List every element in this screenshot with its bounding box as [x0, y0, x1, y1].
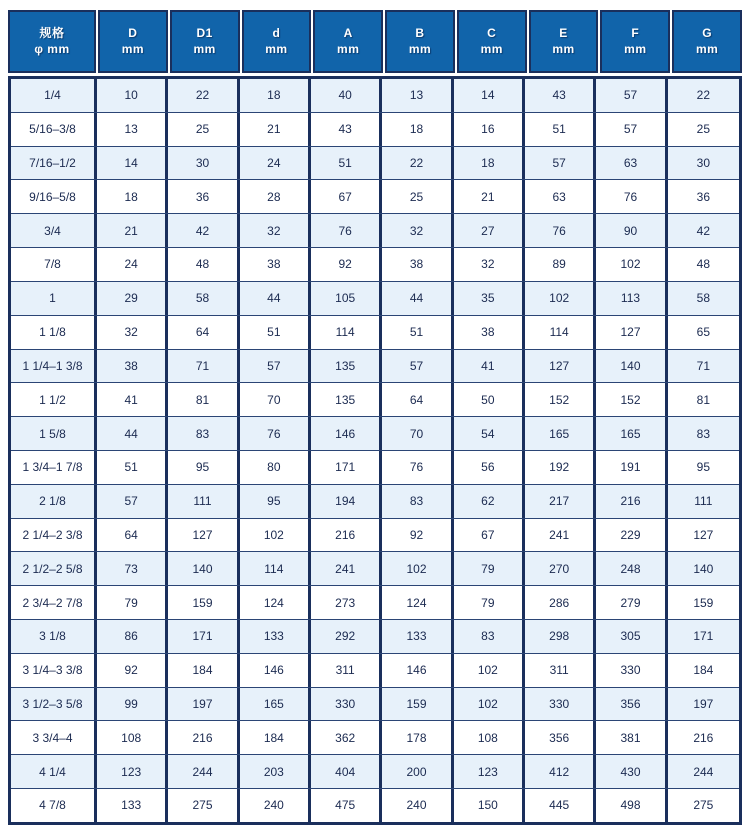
- value-cell-C: 27: [454, 214, 525, 247]
- value-cell-F: 498: [596, 789, 667, 822]
- value-cell-F: 63: [596, 147, 667, 180]
- value-cell-d: 114: [240, 552, 311, 585]
- value-cell-D: 123: [97, 755, 168, 788]
- header-label: D1: [196, 25, 213, 40]
- value-cell-D1: 64: [168, 316, 239, 349]
- value-cell-C: 108: [454, 721, 525, 754]
- value-cell-D: 57: [97, 485, 168, 518]
- header-unit: mm: [552, 41, 575, 56]
- value-cell-F: 305: [596, 620, 667, 653]
- value-cell-A: 216: [311, 519, 382, 552]
- value-cell-G: 216: [693, 730, 714, 745]
- spec-cell: 1/4: [11, 79, 97, 112]
- value-cell-D: 14: [97, 147, 168, 180]
- value-cell-d: 32: [240, 214, 311, 247]
- value-cell-C: 35: [454, 282, 525, 315]
- value-cell-E: 152: [525, 383, 596, 416]
- value-cell-B: 92: [382, 519, 453, 552]
- value-cell-G: 140: [693, 561, 714, 576]
- value-cell-B: 240: [382, 789, 453, 822]
- value-cell-C: 102: [454, 688, 525, 721]
- spec-cell: 3 1/4–3 3/8: [11, 654, 97, 687]
- spec-cell: 9/16–5/8: [11, 180, 97, 213]
- value-cell-d: 18: [240, 79, 311, 112]
- spec-table: [8, 10, 742, 825]
- value-cell-B: 70: [382, 417, 453, 450]
- value-cell-B: 178: [382, 721, 453, 754]
- value-cell-B: 124: [382, 586, 453, 619]
- value-cell-D: 38: [97, 350, 168, 383]
- value-cell-G: 171: [693, 629, 714, 644]
- value-cell-A: 135: [311, 350, 382, 383]
- table-body: [8, 76, 742, 825]
- value-cell-F: 381: [596, 721, 667, 754]
- value-cell-D1: 42: [168, 214, 239, 247]
- value-cell-B: 44: [382, 282, 453, 315]
- value-cell-D: 41: [97, 383, 168, 416]
- value-cell-d: 133: [240, 620, 311, 653]
- value-cell-B: 32: [382, 214, 453, 247]
- value-cell-G: 275: [693, 798, 714, 813]
- value-cell-D1: 216: [168, 721, 239, 754]
- value-cell-F: 57: [596, 79, 667, 112]
- value-cell-B: 83: [382, 485, 453, 518]
- value-cell-D1: 48: [168, 248, 239, 281]
- header-cell-D1: [170, 10, 240, 73]
- value-cell-D: 32: [97, 316, 168, 349]
- value-cell-F: 57: [596, 113, 667, 146]
- value-cell-E: 286: [525, 586, 596, 619]
- value-cell-E: 270: [525, 552, 596, 585]
- table-row: [11, 316, 739, 350]
- value-cell-A: 292: [311, 620, 382, 653]
- value-cell-E: 192: [525, 451, 596, 484]
- table-row: [11, 113, 739, 147]
- value-cell-F: 248: [596, 552, 667, 585]
- value-cell-B: 25: [382, 180, 453, 213]
- value-cell-G: 25: [696, 122, 710, 137]
- value-cell-d: 203: [240, 755, 311, 788]
- value-cell-A: 105: [311, 282, 382, 315]
- value-cell-A: 146: [311, 417, 382, 450]
- value-cell-F: 279: [596, 586, 667, 619]
- spec-cell: 3/4: [11, 214, 97, 247]
- value-cell-C: 38: [454, 316, 525, 349]
- value-cell-F: 330: [596, 654, 667, 687]
- value-cell-E: 217: [525, 485, 596, 518]
- value-cell-D1: 111: [168, 485, 239, 518]
- value-cell-C: 56: [454, 451, 525, 484]
- value-cell-C: 18: [454, 147, 525, 180]
- value-cell-A: 40: [311, 79, 382, 112]
- value-cell-D1: 171: [168, 620, 239, 653]
- value-cell-G: 71: [696, 358, 710, 373]
- header-cell-B: [385, 10, 455, 73]
- value-cell-D1: 58: [168, 282, 239, 315]
- value-cell-D1: 81: [168, 383, 239, 416]
- value-cell-d: 24: [240, 147, 311, 180]
- value-cell-A: 362: [311, 721, 382, 754]
- header-label: 规格: [39, 25, 65, 40]
- value-cell-G: 127: [693, 527, 714, 542]
- table-row: [11, 654, 739, 688]
- value-cell-G: 159: [693, 595, 714, 610]
- value-cell-D: 44: [97, 417, 168, 450]
- value-cell-d: 184: [240, 721, 311, 754]
- value-cell-A: 92: [311, 248, 382, 281]
- spec-cell: 1 1/2: [11, 383, 97, 416]
- table-row: [11, 282, 739, 316]
- value-cell-D: 108: [97, 721, 168, 754]
- value-cell-E: 63: [525, 180, 596, 213]
- value-cell-E: 43: [525, 79, 596, 112]
- value-cell-E: 241: [525, 519, 596, 552]
- value-cell-D1: 71: [168, 350, 239, 383]
- value-cell-d: 95: [240, 485, 311, 518]
- value-cell-E: 311: [525, 654, 596, 687]
- value-cell-A: 67: [311, 180, 382, 213]
- table-row: [11, 552, 739, 586]
- header-label: B: [415, 25, 425, 40]
- table-row: [11, 620, 739, 654]
- table-row: [11, 180, 739, 214]
- value-cell-C: 16: [454, 113, 525, 146]
- value-cell-F: 229: [596, 519, 667, 552]
- value-cell-C: 83: [454, 620, 525, 653]
- value-cell-G: 65: [696, 325, 710, 340]
- value-cell-D: 29: [97, 282, 168, 315]
- header-label: F: [631, 25, 640, 40]
- value-cell-D: 24: [97, 248, 168, 281]
- value-cell-F: 216: [596, 485, 667, 518]
- value-cell-D: 133: [97, 789, 168, 822]
- value-cell-B: 57: [382, 350, 453, 383]
- value-cell-D: 86: [97, 620, 168, 653]
- header-unit: mm: [695, 41, 719, 56]
- value-cell-E: 102: [525, 282, 596, 315]
- value-cell-d: 165: [240, 688, 311, 721]
- spec-cell: 1 3/4–1 7/8: [11, 451, 97, 484]
- value-cell-D1: 184: [168, 654, 239, 687]
- header-cell-D: [98, 10, 168, 73]
- value-cell-G: 244: [693, 764, 714, 779]
- value-cell-d: 38: [240, 248, 311, 281]
- table-row: [11, 214, 739, 248]
- value-cell-C: 41: [454, 350, 525, 383]
- table-row: [11, 721, 739, 755]
- value-cell-G: 58: [696, 291, 710, 306]
- value-cell-d: 124: [240, 586, 311, 619]
- table-row: [11, 519, 739, 553]
- value-cell-C: 32: [454, 248, 525, 281]
- table-row: [11, 688, 739, 722]
- value-cell-A: 171: [311, 451, 382, 484]
- value-cell-F: 191: [596, 451, 667, 484]
- spec-cell: 4 1/4: [11, 755, 97, 788]
- value-cell-B: 200: [382, 755, 453, 788]
- value-cell-C: 102: [454, 654, 525, 687]
- value-cell-G: 30: [696, 156, 710, 171]
- spec-cell: 1 1/4–1 3/8: [11, 350, 97, 383]
- value-cell-D1: 159: [168, 586, 239, 619]
- value-cell-D1: 127: [168, 519, 239, 552]
- spec-cell: 3 1/8: [11, 620, 97, 653]
- spec-cell: 1 1/8: [11, 316, 97, 349]
- value-cell-D1: 25: [168, 113, 239, 146]
- value-cell-E: 445: [525, 789, 596, 822]
- value-cell-G: 184: [693, 663, 714, 678]
- value-cell-C: 54: [454, 417, 525, 450]
- value-cell-D: 92: [97, 654, 168, 687]
- spec-cell: 2 1/2–2 5/8: [11, 552, 97, 585]
- header-cell-G: [672, 10, 742, 73]
- spec-cell: 2 3/4–2 7/8: [11, 586, 97, 619]
- value-cell-E: 114: [525, 316, 596, 349]
- value-cell-B: 159: [382, 688, 453, 721]
- header-cell-A: [313, 10, 383, 73]
- value-cell-A: 311: [311, 654, 382, 687]
- value-cell-A: 330: [311, 688, 382, 721]
- value-cell-G: 197: [693, 697, 714, 712]
- value-cell-d: 102: [240, 519, 311, 552]
- value-cell-E: 76: [525, 214, 596, 247]
- value-cell-C: 21: [454, 180, 525, 213]
- value-cell-A: 51: [311, 147, 382, 180]
- table-header-row: [8, 10, 742, 73]
- header-unit: mm: [480, 41, 503, 56]
- header-label: D: [128, 25, 138, 40]
- table-row: [11, 789, 739, 822]
- value-cell-C: 123: [454, 755, 525, 788]
- table-row: [11, 451, 739, 485]
- table-row: [11, 586, 739, 620]
- table-row: [11, 350, 739, 384]
- value-cell-D1: 140: [168, 552, 239, 585]
- value-cell-F: 356: [596, 688, 667, 721]
- value-cell-B: 133: [382, 620, 453, 653]
- value-cell-B: 22: [382, 147, 453, 180]
- header-unit: φ mm: [34, 41, 70, 56]
- table-row: [11, 147, 739, 181]
- value-cell-C: 150: [454, 789, 525, 822]
- spec-cell: 7/8: [11, 248, 97, 281]
- header-label: C: [487, 25, 497, 40]
- table-row: [11, 417, 739, 451]
- value-cell-F: 102: [596, 248, 667, 281]
- spec-cell: 4 7/8: [11, 789, 97, 822]
- value-cell-B: 38: [382, 248, 453, 281]
- value-cell-F: 127: [596, 316, 667, 349]
- value-cell-E: 330: [525, 688, 596, 721]
- value-cell-A: 273: [311, 586, 382, 619]
- spec-cell: 3 3/4–4: [11, 721, 97, 754]
- value-cell-d: 57: [240, 350, 311, 383]
- value-cell-D1: 275: [168, 789, 239, 822]
- value-cell-D1: 244: [168, 755, 239, 788]
- value-cell-C: 14: [454, 79, 525, 112]
- value-cell-C: 79: [454, 586, 525, 619]
- value-cell-D1: 197: [168, 688, 239, 721]
- value-cell-D: 10: [97, 79, 168, 112]
- value-cell-G: 42: [696, 223, 710, 238]
- header-cell-d: [242, 10, 312, 73]
- value-cell-D: 18: [97, 180, 168, 213]
- value-cell-C: 62: [454, 485, 525, 518]
- value-cell-C: 67: [454, 519, 525, 552]
- header-label: E: [559, 25, 568, 40]
- spec-cell: 5/16–3/8: [11, 113, 97, 146]
- value-cell-D1: 95: [168, 451, 239, 484]
- header-label: d: [272, 25, 281, 40]
- value-cell-F: 113: [596, 282, 667, 315]
- value-cell-d: 80: [240, 451, 311, 484]
- value-cell-D1: 83: [168, 417, 239, 450]
- spec-cell: 2 1/8: [11, 485, 97, 518]
- value-cell-D: 99: [97, 688, 168, 721]
- header-unit: mm: [121, 41, 145, 56]
- header-unit: mm: [408, 41, 432, 56]
- value-cell-F: 430: [596, 755, 667, 788]
- header-cell-F: [600, 10, 670, 73]
- value-cell-G: 48: [696, 257, 710, 272]
- value-cell-d: 28: [240, 180, 311, 213]
- value-cell-C: 79: [454, 552, 525, 585]
- value-cell-A: 194: [311, 485, 382, 518]
- table-row: [11, 755, 739, 789]
- value-cell-B: 13: [382, 79, 453, 112]
- value-cell-E: 356: [525, 721, 596, 754]
- value-cell-B: 64: [382, 383, 453, 416]
- value-cell-D: 79: [97, 586, 168, 619]
- spec-cell: 1: [11, 282, 97, 315]
- value-cell-D1: 36: [168, 180, 239, 213]
- header-cell-E: [529, 10, 599, 73]
- value-cell-d: 44: [240, 282, 311, 315]
- value-cell-E: 57: [525, 147, 596, 180]
- value-cell-D1: 22: [168, 79, 239, 112]
- value-cell-d: 21: [240, 113, 311, 146]
- value-cell-B: 102: [382, 552, 453, 585]
- header-cell-spec: [8, 10, 96, 73]
- value-cell-d: 240: [240, 789, 311, 822]
- value-cell-G: 111: [694, 494, 713, 509]
- header-label: A: [343, 25, 353, 40]
- value-cell-D: 21: [97, 214, 168, 247]
- value-cell-B: 76: [382, 451, 453, 484]
- header-unit: mm: [193, 41, 216, 56]
- value-cell-G: 22: [696, 88, 710, 103]
- value-cell-F: 152: [596, 383, 667, 416]
- table-row: [11, 248, 739, 282]
- value-cell-F: 76: [596, 180, 667, 213]
- spec-cell: 2 1/4–2 3/8: [11, 519, 97, 552]
- value-cell-B: 51: [382, 316, 453, 349]
- spec-cell: 7/16–1/2: [11, 147, 97, 180]
- value-cell-D: 64: [97, 519, 168, 552]
- value-cell-D: 13: [97, 113, 168, 146]
- value-cell-D: 51: [97, 451, 168, 484]
- table-row: [11, 79, 739, 113]
- spec-cell: 1 5/8: [11, 417, 97, 450]
- value-cell-A: 404: [311, 755, 382, 788]
- value-cell-A: 475: [311, 789, 382, 822]
- value-cell-d: 70: [240, 383, 311, 416]
- header-unit: mm: [265, 41, 288, 56]
- value-cell-E: 89: [525, 248, 596, 281]
- header-unit: mm: [337, 41, 360, 56]
- header-label: G: [702, 25, 713, 40]
- value-cell-E: 298: [525, 620, 596, 653]
- value-cell-B: 146: [382, 654, 453, 687]
- value-cell-D1: 30: [168, 147, 239, 180]
- value-cell-E: 412: [525, 755, 596, 788]
- value-cell-F: 165: [596, 417, 667, 450]
- value-cell-F: 90: [596, 214, 667, 247]
- table-row: [11, 485, 739, 519]
- value-cell-A: 114: [311, 316, 382, 349]
- value-cell-C: 50: [454, 383, 525, 416]
- value-cell-A: 135: [311, 383, 382, 416]
- value-cell-D: 73: [97, 552, 168, 585]
- value-cell-E: 51: [525, 113, 596, 146]
- value-cell-F: 140: [596, 350, 667, 383]
- value-cell-A: 241: [311, 552, 382, 585]
- header-cell-C: [457, 10, 527, 73]
- value-cell-d: 76: [240, 417, 311, 450]
- spec-cell: 3 1/2–3 5/8: [11, 688, 97, 721]
- value-cell-A: 43: [311, 113, 382, 146]
- header-unit: mm: [624, 41, 647, 56]
- value-cell-d: 146: [240, 654, 311, 687]
- value-cell-G: 95: [696, 460, 710, 475]
- value-cell-G: 81: [696, 392, 710, 407]
- value-cell-G: 83: [696, 426, 710, 441]
- value-cell-G: 36: [696, 189, 710, 204]
- value-cell-E: 127: [525, 350, 596, 383]
- value-cell-A: 76: [311, 214, 382, 247]
- table-row: [11, 383, 739, 417]
- value-cell-E: 165: [525, 417, 596, 450]
- value-cell-B: 18: [382, 113, 453, 146]
- value-cell-d: 51: [240, 316, 311, 349]
